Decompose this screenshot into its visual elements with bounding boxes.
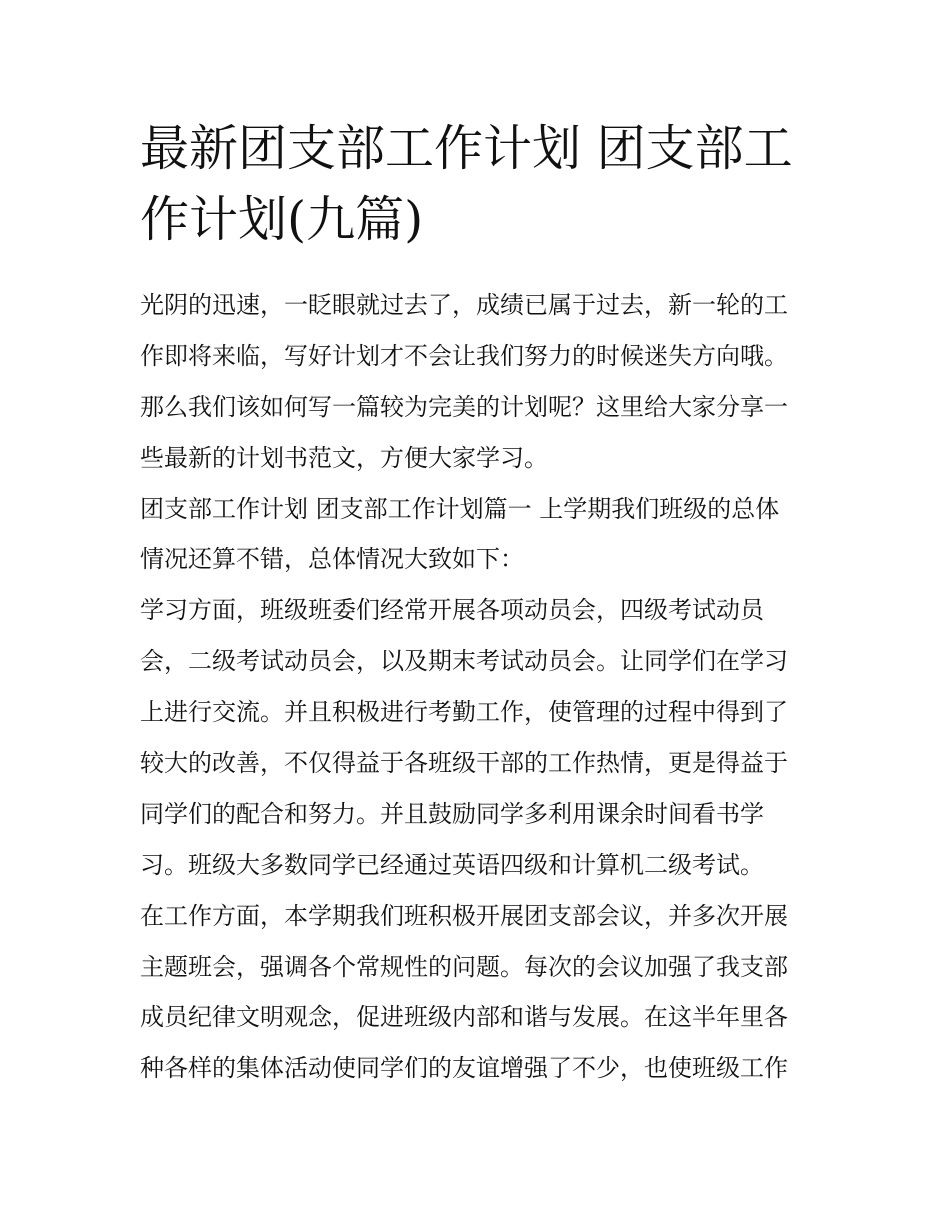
text-line: 那么我们该如何写一篇较为完美的计划呢？这里给大家分享一	[140, 392, 788, 421]
text-line: 主题班会，强调各个常规性的问题。每次的会议加强了我支部	[140, 952, 788, 981]
text-line: 较大的改善，不仅得益于各班级干部的工作热情，更是得益于	[140, 749, 788, 778]
text-line: 情况还算不错，总体情况大致如下：	[140, 545, 524, 574]
document-title	[140, 113, 820, 255]
text-line: 会，二级考试动员会，以及期末考试动员会。让同学们在学习	[140, 647, 788, 676]
text-line: 习。班级大多数同学已经通过英语四级和计算机二级考试。	[140, 850, 764, 879]
text-line: 些最新的计划书范文，方便大家学习。	[140, 443, 548, 472]
text-line: 上进行交流。并且积极进行考勤工作，使管理的过程中得到了	[140, 698, 788, 727]
text-line: 作即将来临，写好计划才不会让我们努力的时候迷失方向哦。	[140, 341, 788, 370]
text-line: 种各样的集体活动使同学们的友谊增强了不少，也使班级工作	[140, 1054, 788, 1083]
text-line: 光阴的迅速，一眨眼就过去了，成绩已属于过去，新一轮的工	[140, 291, 788, 319]
title-line: 作计划(九篇)	[140, 191, 424, 248]
text-line: 在工作方面，本学期我们班积极开展团支部会议，并多次开展	[140, 901, 788, 930]
text-line: 团支部工作计划 团支部工作计划篇一 上学期我们班级的总体	[140, 494, 780, 523]
document-body	[140, 280, 830, 1094]
text-line: 同学们的配合和努力。并且鼓励同学多利用课余时间看书学	[140, 799, 764, 828]
text-line: 成员纪律文明观念，促进班级内部和谐与发展。在这半年里各	[140, 1003, 788, 1032]
title-line: 最新团支部工作计划 团支部工	[140, 120, 793, 177]
text-line: 学习方面，班级班委们经常开展各项动员会，四级考试动员	[140, 596, 764, 625]
